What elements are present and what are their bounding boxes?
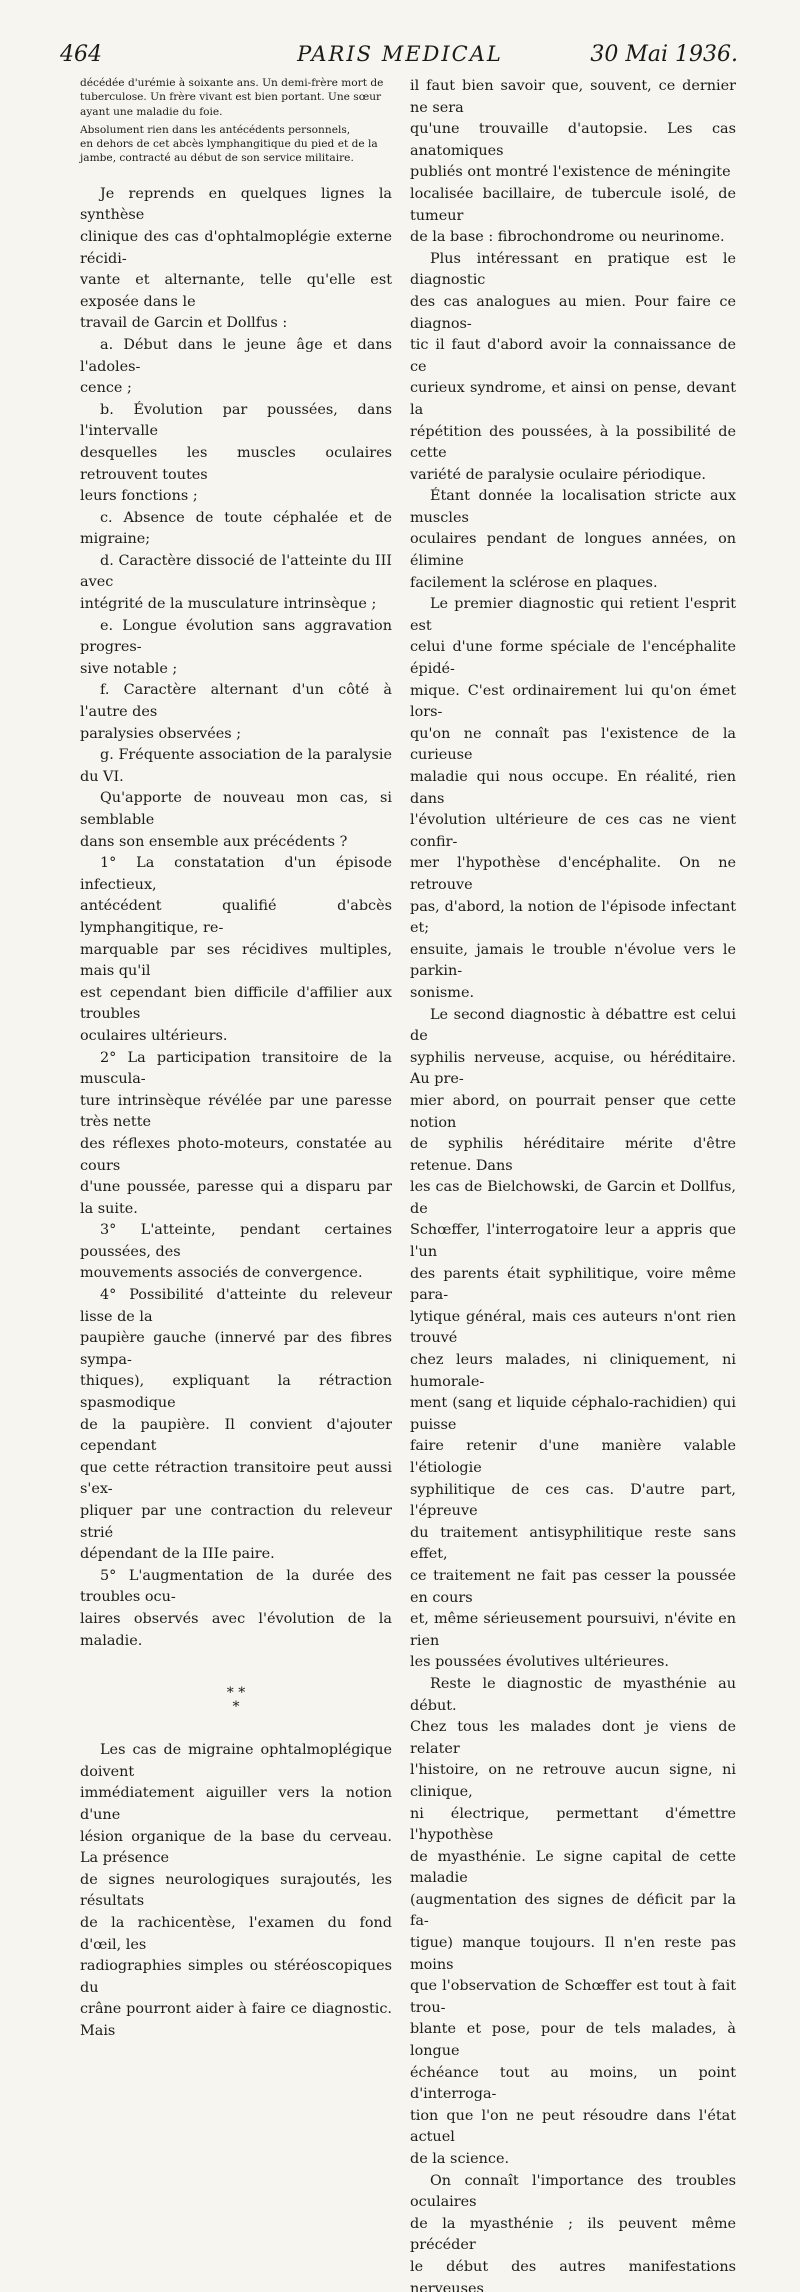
text-line: des cas analogues au mien. Pour faire ce diagnos- — [410, 293, 736, 332]
text-line: On connaît l'importance des troubles oculaires — [410, 2172, 736, 2211]
list-item: a. Début dans le jeune âge et dans l'adoles- — [80, 336, 392, 375]
text-line: 5° L'augmentation de la durée des troubles ocu- — [80, 1567, 392, 1606]
text-line: cence ; — [80, 380, 132, 397]
text-line: syphilis nerveuse, acquise, ou héréditaire. Au pre- — [410, 1049, 736, 1088]
text-line: desquelles les muscles oculaires retrouvent toutes — [80, 444, 392, 483]
list-item: c. Absence de toute céphalée et de migraine; — [80, 509, 392, 548]
text-line: laires observés avec l'évolution de la maladie. — [80, 1610, 392, 1649]
paragraph-sclerose — [410, 486, 736, 594]
text-line: Reste le diagnostic de myasthénie au début. — [410, 1675, 736, 1714]
right-column — [410, 76, 736, 2292]
text-line: variété de paralysie oculaire périodique. — [410, 466, 706, 483]
text-line: blante et pose, pour de tels malades, à longue — [410, 2021, 736, 2060]
paragraph-syphilis — [410, 1005, 736, 1674]
text-line: Plus intéressant en pratique est le diagnostic — [410, 250, 736, 289]
text-line: mique. C'est ordinairement lui qu'on émet lors- — [410, 682, 736, 721]
text-line: il faut bien savoir que, souvent, ce dernier ne sera — [410, 78, 736, 116]
text-line: maladie qui nous occupe. En réalité, rien dans — [410, 769, 736, 807]
text-line: Absolument rien dans les antécédents personnels, — [80, 123, 351, 136]
paragraph-diagnostic — [410, 249, 736, 487]
text-line: Schœffer, l'interrogatoire leur a appris que l'un — [410, 1222, 736, 1261]
text-line: lésion organique de la base du cerveau. La présence — [80, 1828, 392, 1867]
text-line: des parents était syphilitique, voire même para- — [410, 1265, 736, 1304]
text-line: de syphilis héréditaire mérite d'être retenue. Dans — [410, 1136, 736, 1174]
text-line: celui d'une forme spéciale de l'encéphalite épidé- — [410, 639, 736, 678]
text-line: Chez tous les malades dont je viens de relater — [410, 1719, 736, 1757]
text-line: crâne pourront aider à faire ce diagnostic. Mais — [80, 2001, 392, 2039]
list-item: e. Longue évolution sans aggravation progres- — [80, 617, 392, 656]
text-line: et, même sérieusement poursuivi, n'évite en rien — [410, 1611, 736, 1649]
text-line: de la paupière. Il convient d'ajouter cependant — [80, 1416, 392, 1455]
text-line: échéance tout au moins, un point d'interroga- — [410, 2064, 736, 2103]
text-line: qu'on ne connaît pas l'existence de la curieuse — [410, 725, 736, 764]
text-line: Les cas de migraine ophtalmoplégique doivent — [80, 1742, 392, 1780]
text-line: mer l'hypothèse d'encéphalite. On ne retrouve — [410, 855, 736, 893]
issue-date: 30 Mai 1936. — [590, 42, 738, 67]
paragraph-point-4 — [80, 1285, 392, 1566]
text-line: les cas de Bielchowski, de Garcin et Dollfus, de — [410, 1179, 736, 1217]
paragraph-point-5 — [80, 1566, 392, 1652]
text-line: marquable par ses récidives multiples, mais qu'il — [80, 941, 392, 980]
text-line: clinique des cas d'ophtalmoplégie externe récidi- — [80, 228, 392, 267]
text-line: tion que l'on ne peut résoudre dans l'état actuel — [410, 2107, 736, 2146]
text-line: immédiatement aiguiller vers la notion d'une — [80, 1785, 392, 1823]
asterism: * * * — [226, 1685, 246, 1716]
text-line: faire retenir d'une manière valable l'étiologie — [410, 1438, 736, 1476]
text-line: qu'une trouvaille d'autopsie. Les cas anatomiques — [410, 121, 736, 159]
text-line: tigue) manque toujours. Il n'en reste pas moins — [410, 1935, 736, 1973]
text-line: ture intrinsèque révélée par une paresse très nette — [80, 1092, 392, 1131]
text-line: tuberculose. Un frère vivant est bien portant. Une sœur — [80, 91, 382, 104]
text-line: (augmentation des signes de déficit par la fa- — [410, 1891, 736, 1930]
text-line: localisée bacillaire, de tubercule isolé, de tumeur — [410, 185, 736, 224]
text-line: oculaires ultérieurs. — [80, 1027, 228, 1044]
text-line: vante et alternante, telle qu'elle est exposée dans le — [80, 272, 392, 310]
text-line: répétition des poussées, à la possibilité de cette — [410, 423, 736, 462]
text-line: facilement la sclérose en plaques. — [410, 574, 658, 591]
text-line: l'histoire, on ne retrouve aucun signe, ni clinique, — [410, 1762, 736, 1800]
text-line: Étant donnée la localisation stricte aux muscles — [410, 488, 736, 526]
running-header — [0, 0, 800, 70]
text-line: ensuite, jamais le trouble n'évolue vers le parkin- — [410, 941, 736, 980]
text-line: ayant une maladie du foie. — [80, 105, 223, 118]
text-line: lytique général, mais ces auteurs n'ont rien trouvé — [410, 1308, 736, 1347]
text-line: décédée d'urémie à soixante ans. Un demi-frère mort de — [80, 77, 384, 89]
paragraph-point-2 — [80, 1048, 392, 1221]
list-item: b. Évolution par poussées, dans l'intervalle — [80, 401, 392, 440]
text-line: de la rachicentèse, l'examen du fond d'œil, les — [80, 1914, 392, 1953]
text-line: tic il faut d'abord avoir la connaissance de ce — [410, 337, 736, 375]
text-line: 2° La participation transitoire de la muscula- — [80, 1049, 392, 1088]
text-line: de myasthénie. Le signe capital de cette maladie — [410, 1848, 736, 1887]
text-line: pliquer par une contraction du releveur strié — [80, 1503, 392, 1541]
text-line: de la base : fibrochondrome ou neurinome. — [410, 229, 725, 246]
text-line: sonisme. — [410, 984, 475, 1001]
text-line: du traitement antisyphilitique reste sans effet, — [410, 1524, 736, 1563]
text-line: 4° Possibilité d'atteinte du releveur lisse de la — [80, 1287, 392, 1325]
text-line: jambe, contracté au début de son service militaire. — [80, 152, 354, 165]
text-line: syphilitique de ces cas. D'autre part, l'épreuve — [410, 1481, 736, 1520]
list-item: g. Fréquente association de la paralysie du VI. — [80, 747, 392, 785]
page-number: 464 — [60, 42, 102, 67]
text-line: les poussées évolutives ultérieures. — [410, 1654, 669, 1671]
paragraph-question — [80, 788, 392, 853]
text-line: 1° La constatation d'un épisode infectieux, — [80, 855, 392, 893]
paragraph-troubles-oculaires — [410, 2171, 736, 2292]
paragraph-myasthenie — [410, 1674, 736, 2171]
text-line: publiés ont montré l'existence de méningite — [410, 164, 731, 181]
text-line: radiographies simples ou stéréoscopiques du — [80, 1958, 392, 1996]
text-line: chez leurs malades, ni cliniquement, ni humorale- — [410, 1352, 736, 1390]
text-line: Le second diagnostic à débattre est celui de — [410, 1006, 736, 1045]
paragraph-synthese — [80, 184, 392, 335]
text-line: paupière gauche (innervé par des fibres sympa- — [80, 1330, 392, 1368]
criteria-list — [80, 335, 392, 788]
paragraph-migraine — [80, 1740, 392, 2042]
paragraph-autopsie — [410, 76, 736, 249]
paragraph-point-3 — [80, 1220, 392, 1285]
text-line: le début des autres manifestations nerveuses — [410, 2258, 736, 2292]
text-line: 3° L'atteinte, pendant certaines poussées, des — [80, 1222, 392, 1260]
text-line: travail de Garcin et Dollfus : — [80, 315, 288, 332]
text-line: paralysies observées ; — [80, 725, 242, 742]
text-line: que l'observation de Schœffer est tout à fait trou- — [410, 1978, 736, 2016]
text-line: thiques), expliquant la rétraction spasmodique — [80, 1373, 392, 1412]
text-line: pas, d'abord, la notion de l'épisode infectant et; — [410, 898, 736, 937]
text-line: intégrité de la musculature intrinsèque ; — [80, 596, 377, 613]
journal-title: PARIS MEDICAL — [297, 42, 503, 66]
text-line: Qu'apporte de nouveau mon cas, si semblable — [80, 790, 392, 828]
paragraph-point-1 — [80, 853, 392, 1047]
text-line: mouvements associés de convergence. — [80, 1265, 363, 1282]
text-line: Le premier diagnostic qui retient l'esprit est — [410, 596, 736, 634]
text-line: leurs fonctions ; — [80, 488, 198, 505]
text-line: ce traitement ne fait pas cesser la poussée en cours — [410, 1567, 736, 1606]
text-line: mier abord, on pourrait penser que cette notion — [410, 1092, 736, 1131]
text-line: de la science. — [410, 2151, 510, 2167]
list-item: d. Caractère dissocié de l'atteinte du III avec — [80, 552, 392, 591]
text-line: dans son ensemble aux précédents ? — [80, 833, 348, 850]
text-line: Je reprends en quelques lignes la synthèse — [80, 185, 392, 224]
text-line: sive notable ; — [80, 660, 178, 677]
text-line: des réflexes photo-moteurs, constatée au cours — [80, 1135, 392, 1174]
text-line: curieux syndrome, et ainsi on pense, devant la — [410, 380, 736, 418]
text-line: de la myasthénie ; ils peuvent même précéder — [410, 2215, 736, 2254]
text-line: dépendant de la IIIe paire. — [80, 1546, 275, 1563]
text-line: ni électrique, permettant d'émettre l'hypothèse — [410, 1805, 736, 1844]
text-line: l'évolution ultérieure de ces cas ne vient confir- — [410, 812, 736, 850]
text-line: d'une poussée, paresse qui a disparu par la suite. — [80, 1179, 392, 1217]
paragraph-encephalite — [410, 594, 736, 1004]
text-line: de signes neurologiques surajoutés, les résultats — [80, 1871, 392, 1910]
footnote-block — [80, 76, 392, 166]
text-line: antécédent qualifié d'abcès lymphangitique, re- — [80, 898, 392, 936]
text-line: ment (sang et liquide céphalo-rachidien) qui puisse — [410, 1395, 736, 1433]
text-line: en dehors de cet abcès lymphangitique du pied et de la — [80, 138, 378, 151]
list-item: f. Caractère alternant d'un côté à l'autre des — [80, 682, 392, 721]
text-line: est cependant bien difficile d'affilier aux troubles — [80, 984, 392, 1023]
left-column — [80, 76, 392, 2042]
text-line: que cette rétraction transitoire peut aussi s'ex- — [80, 1459, 392, 1498]
text-line: oculaires pendant de longues années, on élimine — [410, 531, 736, 570]
